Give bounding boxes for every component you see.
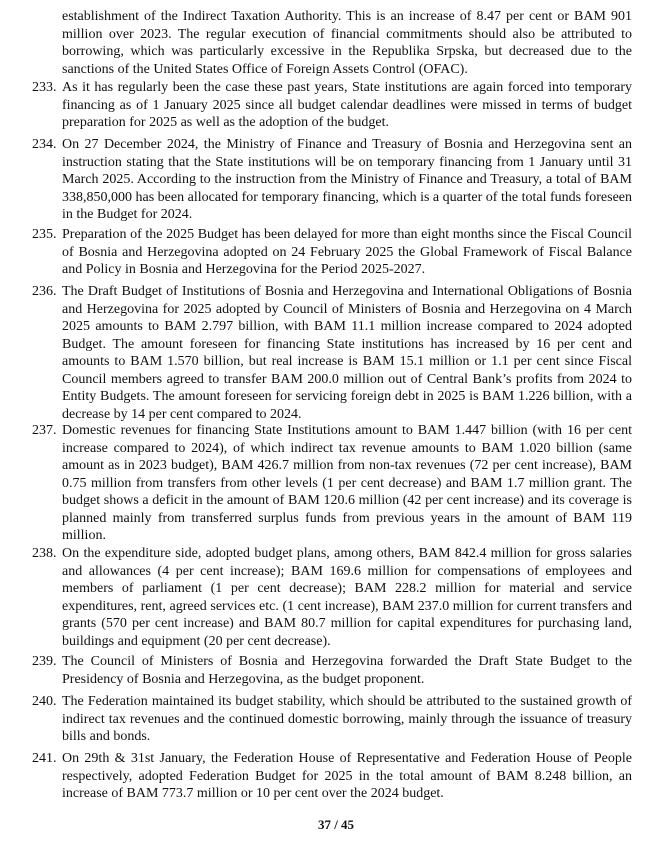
paragraph-text: On 27 December 2024, the Ministry of Finance and Treasury of Bosnia and Herzegovina sent an instruction stating that the State institutions will be on temporary financing from 1 January until 31 March 2025. According to the instruction from the Ministry of Finance and Treasury, a total of BAM 338,850,000 has been allocated for temporary financing, which is a quarter of the total funds foreseen in the Budget for 2024. <box>62 137 632 222</box>
paragraph-number: 236. <box>32 284 57 299</box>
paragraph-234 <box>32 136 632 224</box>
paragraph-text: The Federation maintained its budget stability, which should be attributed to the sustained growth of indirect tax revenues and the continued domestic borrowing, mainly through the issuance of treasury bills and bonds. <box>62 694 632 744</box>
paragraph-continued <box>32 8 632 78</box>
paragraph-239 <box>32 653 632 688</box>
page-number: 37 / 45 <box>317 817 355 832</box>
paragraph-235 <box>32 226 632 279</box>
paragraph-number: 235. <box>32 227 57 242</box>
paragraph-number: 237. <box>32 423 57 438</box>
paragraph-238 <box>32 545 632 650</box>
paragraph-number: 241. <box>32 751 57 766</box>
paragraph-237 <box>32 422 632 545</box>
paragraph-241 <box>32 750 632 803</box>
paragraph-233 <box>32 79 632 132</box>
paragraph-number: 238. <box>32 546 57 561</box>
paragraph-number: 240. <box>32 694 57 709</box>
paragraph-text: On 29th & 31st January, the Federation House of Representative and Federation House of People respectively, adopted Federation Budget for 2025 in the total amount of BAM 8.248 billion, an increase of BAM 773.7 million or 10 per cent over the 2024 budget. <box>62 751 632 801</box>
paragraph-236 <box>32 283 632 423</box>
paragraph-number: 239. <box>32 654 57 669</box>
paragraph-text: As it has regularly been the case these past years, State institutions are again forced into temporary financing as of 1 January 2025 since all budget calendar deadlines were missed in terms of budget preparation for 2025 as well as the adoption of the budget. <box>62 80 632 130</box>
paragraph-text: Preparation of the 2025 Budget has been delayed for more than eight months since the Fiscal Council of Bosnia and Herzegovina adopted on 24 February 2025 the Global Framework of Fiscal Balance and Policy in Bosnia and Herzegovina for the Period 2025-2027. <box>62 227 632 277</box>
paragraph-text: Domestic revenues for financing State Institutions amount to BAM 1.447 billion (with 16 per cent increase compared to 2024), of which indirect tax revenue amounts to BAM 1.020 billion (same amount as in 2023 budget), BAM 426.7 million from non-tax revenues (72 per cent increase), BAM 0.75 million from transfers from other levels (1 per cent decrease) and BAM 1.7 million grant. The budget shows a deficit in the amount of BAM 120.6 million (42 per cent increase) and its coverage is planned mainly from transferred surplus funds from previous years in the amount of BAM 119 million. <box>62 423 632 543</box>
paragraph-text: The Council of Ministers of Bosnia and Herzegovina forwarded the Draft State Budget to the Presidency of Bosnia and Herzegovina, as the budget proponent. <box>62 654 632 687</box>
paragraph-text: On the expenditure side, adopted budget plans, among others, BAM 842.4 million for gross salaries and allowances (4 per cent increase); BAM 169.6 million for compensations of employees and members of parliament (1 per cent decrease); BAM 228.2 million for material and service expenditures, rent, agreed services etc. (1 cent increase), BAM 237.0 million for current transfers and grants (570 per cent increase) and BAM 80.7 million for capital expenditures for purchasing land, buildings and equipment (20 per cent decrease). <box>62 546 632 649</box>
paragraph-text: The Draft Budget of Institutions of Bosnia and Herzegovina and International Obligations of Bosnia and Herzegovina for 2025 adopted by Council of Ministers of Bosnia and Herzegovina on 4 March 2025 amounts to BAM 2.797 billion, with BAM 11.1 million increase compared to 2024 adopted Budget. The amount foreseen for financing State institutions has increased by 16 per cent and amounts to BAM 1.570 billion, but real increase is BAM 15.1 million or 1.1 per cent since Fiscal Council members agreed to transfer BAM 200.0 million out of Central Bank’s profits from 2024 to Entity Budgets. The amount foreseen for servicing foreign debt in 2025 is BAM 1.226 billion, with a decrease by 14 per cent compared to 2024. <box>62 284 632 422</box>
paragraph-text: establishment of the Indirect Taxation Authority. This is an increase of 8.47 per cent or BAM 901 million over 2023. The regular execution of financial commitments should also be attributed to borrowing, which was particularly excessive in the Republika Srpska, but decreased due to the sanctions of the United States Office of Foreign Assets Control (OFAC). <box>62 9 632 77</box>
paragraph-number: 234. <box>32 137 57 152</box>
paragraph-number: 233. <box>32 80 57 95</box>
paragraph-240 <box>32 693 632 746</box>
